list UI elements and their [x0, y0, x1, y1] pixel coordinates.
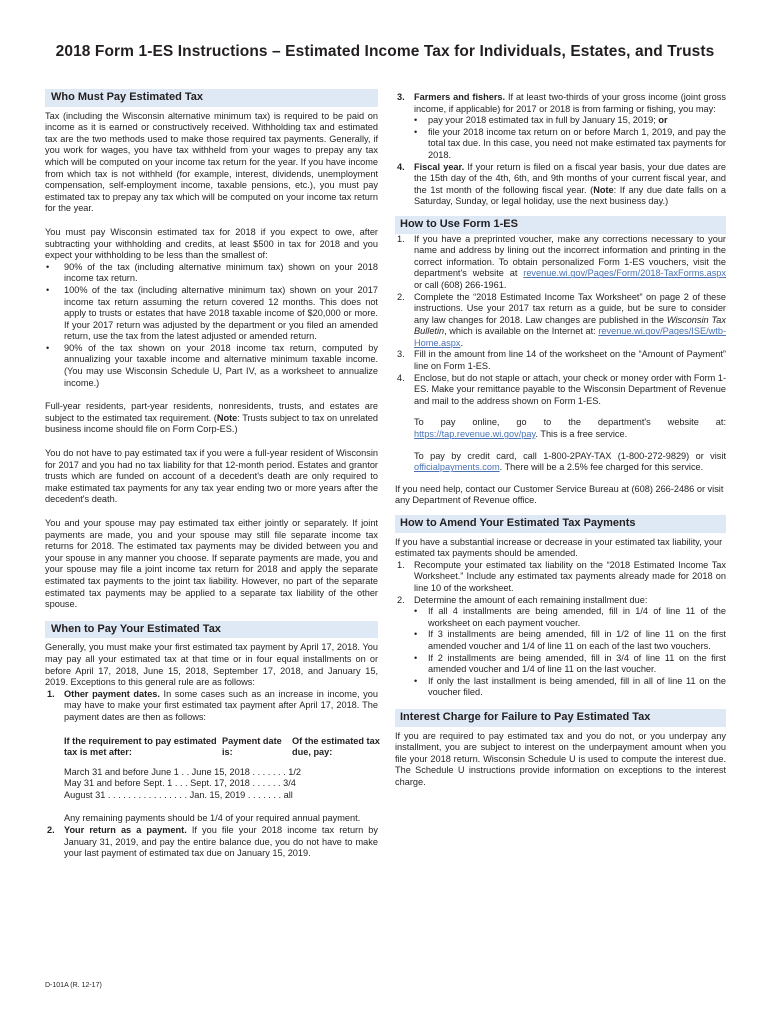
paragraph: Full-year residents, part-year residents, nonresidents, trusts, and estates are subject to the estimated tax requirement. (Note: Trusts subject to tax on unrelated business income should file on Form Corp-ES.): [45, 401, 378, 435]
section-heading-how-to-use: How to Use Form 1-ES: [395, 216, 726, 234]
paragraph: Tax (including the Wisconsin alternative minimum tax) is required to be paid on income as it is earned or constructively received. Withholding tax and estimated tax are the two methods used to make those required tax payments. Generally, if you work for wages, you have tax withheld from your wages to prepay any tax which will be computed on your income tax return for the year. If you have income from which tax is not withheld (for example, interest, dividends, unemployment compensation, self-employment income, taxable pensions, etc.), you must pay estimated tax to prepay any tax which will be computed on your income tax return for the year.: [45, 110, 378, 214]
list-item: 1. Recompute your estimated tax liability on the “2018 Estimated Income Tax Worksheet.” Include any estimated tax payments already made for 2018 on line 10 of the worksheet.: [397, 559, 726, 593]
bulletin-link[interactable]: revenue.wi.gov/Pages/ISE/wtb-Home.aspx: [414, 326, 726, 348]
paragraph: If you are required to pay estimated tax and you do not, or you underpay any installment, you are subject to interest on the underpayment amount when you file your 2018 return. Wisconsin Schedule U is used to compute the interest due. The Schedule U instructions provide information on exceptions to the interest charge.: [395, 730, 726, 787]
list-item: • pay your 2018 estimated tax in full by January 15, 2019; or: [414, 115, 668, 126]
list-item: 1. If you have a preprinted voucher, make any corrections necessary to your name and address by lining out the incorrect information and printing in the correct information. To obtain personalized Form 1-ES vouchers, visit the department's website at revenue.wi.gov/Pages/Form/2018-TaxForms.aspx or call (608) 266-1961.: [397, 233, 726, 290]
paragraph: To pay online, go to the department's website at: https://tap.revenue.wi.gov/pay. This is a free service.: [414, 417, 726, 440]
website-link[interactable]: revenue.wi.gov/Pages/Form/2018-TaxForms.aspx: [523, 268, 726, 279]
list-item: 2. Your return as a payment. If you file your 2018 income tax return by January 31, 2019, and pay the entire balance due, you do not have to make your last payment of estimated tax due on January 15, 2019.: [47, 825, 378, 859]
list-item: • If all 4 installments are being amended, fill in 1/4 of line 11 of the worksheet on each payment voucher.: [414, 606, 726, 628]
list-item: • If 2 installments are being amended, fill in 3/4 of line 11 on the first amended voucher and 1/4 of line 11 on the last voucher.: [414, 652, 726, 675]
list-item: • file your 2018 income tax return on or before March 1, 2019, and pay the total tax due. In this case, you need not make estimated tax payments for 2018.: [414, 126, 726, 160]
list-item: 3. Farmers and fishers. If at least two-thirds of your gross income (joint gross income, if applicable) for 2017 or 2018 is from farming or fishing, you may:: [397, 92, 726, 114]
payment-date-header: If the requirement to pay estimated tax is met after: Payment date is: Of the estimated tax due, pay:: [64, 735, 380, 758]
bullet-icon: •: [414, 652, 418, 663]
paragraph: If you have a substantial increase or decrease in your estimated tax liability, your estimated tax payments should be amended.: [395, 536, 723, 559]
list-item: • 100% of the tax (including alternative minimum tax) shown on your 2017 income tax return assuming the return covered 12 months. This does not apply to trusts or estates that have 2018 taxable income of $20,000 or more. If your 2017 return was adjusted by the department or you filed an amended return, use the tax from the latest adjusted or amended return.: [46, 284, 378, 342]
section-heading-interest: Interest Charge for Failure to Pay Estimated Tax: [395, 709, 726, 727]
list-item: 4. Enclose, but do not staple or attach, your check or money order with Form 1-ES. Make your remittance payable to the Wisconsin Department of Revenue and mail to the address shown on Form 1-ES.: [397, 372, 727, 406]
list-item: • 90% of the tax (including alternative minimum tax) shown on your 2018 income tax return.: [46, 261, 378, 284]
schedule-row: August 31 . . . . . . . . . . . . . . . . Jan. 15, 2019 . . . . . . . all: [64, 789, 293, 800]
left-column: [45, 89, 378, 860]
paragraph: Any remaining payments should be 1/4 of your required annual payment.: [64, 813, 361, 824]
right-column: [395, 89, 726, 788]
bullet-icon: •: [414, 115, 418, 126]
list-item: • If only the last installment is being amended, fill in all of line 11 on the voucher filed.: [414, 675, 726, 698]
paragraph: You must pay Wisconsin estimated tax for 2018 if you expect to owe, after subtracting your withholding and credits, at least $500 in tax for 2018 and you expect your withholding to be less than the smallest of:: [45, 226, 378, 261]
paragraph: To pay by credit card, call 1-800-2PAY-TAX (1-800-272-9829) or visit officialpayments.com. There will be a 2.5% fee charged for this service.: [414, 450, 726, 473]
list-item: 3. Fill in the amount from line 14 of the worksheet on the “Amount of Payment” line on Form 1-ES.: [397, 349, 726, 372]
bullet-icon: •: [46, 284, 50, 295]
section-heading-who-must-pay: Who Must Pay Estimated Tax: [45, 89, 378, 107]
section-heading-amend: How to Amend Your Estimated Tax Payments: [395, 515, 726, 533]
list-item: 1. Other payment dates. In some cases such as an increase in income, you may have to make your first estimated tax payment after April 17, 2018. The payment dates are then as follows:: [47, 688, 378, 722]
bullet-icon: •: [46, 261, 50, 272]
schedule-row: May 31 and before Sept. 1 . . . Sept. 17, 2018 . . . . . . 3/4: [64, 778, 296, 789]
section-heading-when-to-pay: When to Pay Your Estimated Tax: [45, 621, 378, 639]
form-number: D-101A (R. 12-17): [45, 982, 102, 989]
bullet-icon: •: [414, 675, 418, 686]
bullet-icon: •: [414, 126, 418, 137]
bullet-icon: •: [414, 606, 418, 617]
list-item: 2. Complete the “2018 Estimated Income Tax Worksheet” on page 2 of these instructions. Use your 2017 tax return as a guide, but be sure to consider any law changes for 2018. Law changes are published in the Wisconsin Tax Bulletin, which is available on the Internet at: revenue.wi.gov/Pages/ISE/wtb-Home.aspx.: [397, 291, 726, 348]
schedule-row: March 31 and before June 1 . . June 15, 2018 . . . . . . . 1/2: [64, 766, 301, 777]
list-item: 4. Fiscal year. If your return is filed on a fiscal year basis, your due dates are the 15th day of the 4th, 6th, and 9th months of your current fiscal year, and the 1st month of the following fiscal year. (Note: If any due date falls on a Saturday, Sunday, or legal holiday, use the next business day.): [397, 161, 727, 207]
paragraph: If you need help, contact our Customer Service Bureau at (608) 266-2486 or visit any Department of Revenue office.: [395, 483, 724, 506]
bullet-icon: •: [46, 342, 50, 353]
paragraph: You do not have to pay estimated tax if you were a full-year resident of Wisconsin for 2017 and you had no tax liability for that 12-month period. Estates and grantor trusts which are funded on account of a decedent's death are only required to make estimated tax payments for any tax year ending two or more years after the decedent's death.: [45, 448, 378, 505]
bullet-icon: •: [414, 629, 418, 640]
official-payments-link[interactable]: officialpayments.com: [414, 462, 500, 473]
page-title: 2018 Form 1-ES Instructions – Estimated Income Tax for Individuals, Estates, and Trusts: [55, 43, 715, 60]
list-item: • If 3 installments are being amended, fill in 1/2 of line 11 on the first amended voucher and 1/4 of line 11 on each of the last two vouchers.: [414, 629, 726, 651]
pay-online-link[interactable]: https://tap.revenue.wi.gov/pay: [414, 429, 536, 440]
paragraph: Generally, you must make your first estimated tax payment by April 17, 2018. You may pay all your estimated tax at that time or in four equal installments on or before April 17, 2018, June 15, 2018, September 17, 2018, and January 15, 2019. Exceptions to this general rule are as follows:: [45, 642, 378, 688]
paragraph: You and your spouse may pay estimated tax either jointly or separately. If joint payments are made, you and your spouse may still file separate income tax returns for 2018. The estimated tax payments may be divided between you and your spouse in any manner you choose. If separate payments are made, you and your spouse may file a joint income tax return for 2018 and apply the separate estimated tax payments to the joint tax liability. However, no part of the separate estimated tax payments may be applied to a separate tax liability of the other spouse.: [45, 518, 378, 610]
list-item: • 90% of the tax shown on your 2018 income tax return, computed by annualizing your taxable income and alternative minimum taxable income. (You may use Wisconsin Schedule U, Part IV, as a worksheet to annualize income.): [46, 342, 378, 388]
payment-schedule: [45, 767, 378, 802]
list-item: 2. Determine the amount of each remaining installment due:: [397, 594, 648, 605]
